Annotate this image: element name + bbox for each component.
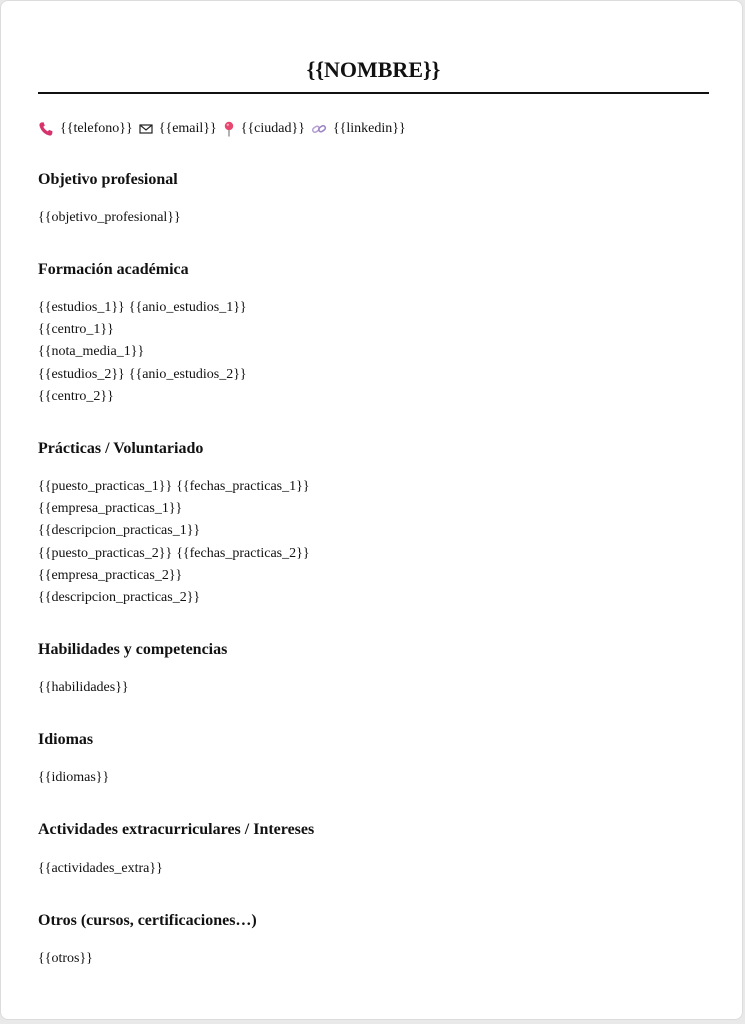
section-title-practicas: Prácticas / Voluntariado <box>38 440 204 457</box>
puesto-practicas-2: {{puesto_practicas_2}} <box>38 546 173 561</box>
section-title-otros: Otros (cursos, certificaciones…) <box>38 912 257 929</box>
descripcion-practicas-1: {{descripcion_practicas_1}} <box>38 523 201 538</box>
centro-1: {{centro_1}} <box>38 322 114 337</box>
habilidades-text: {{habilidades}} <box>38 680 129 695</box>
cv-name: {{NOMBRE}} <box>306 57 441 82</box>
pin-icon <box>223 121 235 137</box>
formacion-line-1 <box>38 298 247 318</box>
descripcion-practicas-2: {{descripcion_practicas_2}} <box>38 590 201 605</box>
anio-estudios-2: {{anio_estudios_2}} <box>128 367 247 382</box>
contact-email: {{email}} <box>158 121 217 136</box>
link-icon <box>311 122 327 136</box>
phone-icon <box>38 121 54 137</box>
contact-linkedin[interactable]: {{linkedin}} <box>332 121 406 136</box>
section-title-actividades: Actividades extracurriculares / Intereses <box>38 821 315 838</box>
empresa-practicas-2: {{empresa_practicas_2}} <box>38 568 183 583</box>
practicas-line-1 <box>38 477 310 497</box>
centro-2: {{centro_2}} <box>38 389 114 404</box>
otros-text: {{otros}} <box>38 951 93 966</box>
envelope-icon <box>139 123 153 135</box>
section-title-formacion: Formación académica <box>38 261 189 278</box>
empresa-practicas-1: {{empresa_practicas_1}} <box>38 501 183 516</box>
section-title-habilidades: Habilidades y competencias <box>38 641 228 658</box>
fechas-practicas-1: {{fechas_practicas_1}} <box>176 479 310 494</box>
puesto-practicas-1: {{puesto_practicas_1}} <box>38 479 173 494</box>
contact-phone: {{telefono}} <box>60 121 133 136</box>
nota-media-1: {{nota_media_1}} <box>38 344 145 359</box>
objetivo-text: {{objetivo_profesional}} <box>38 210 181 225</box>
section-title-idiomas: Idiomas <box>38 731 94 748</box>
estudios-1: {{estudios_1}} <box>38 300 125 315</box>
idiomas-text: {{idiomas}} <box>38 770 110 785</box>
contact-city: {{ciudad}} <box>240 121 305 136</box>
actividades-text: {{actividades_extra}} <box>38 861 163 876</box>
anio-estudios-1: {{anio_estudios_1}} <box>128 300 247 315</box>
practicas-line-2 <box>38 544 310 564</box>
formacion-line-2 <box>38 365 247 385</box>
fechas-practicas-2: {{fechas_practicas_2}} <box>176 546 310 561</box>
header-divider <box>38 92 709 94</box>
estudios-2: {{estudios_2}} <box>38 367 125 382</box>
contact-line <box>38 118 412 140</box>
section-title-objetivo: Objetivo profesional <box>38 171 178 188</box>
